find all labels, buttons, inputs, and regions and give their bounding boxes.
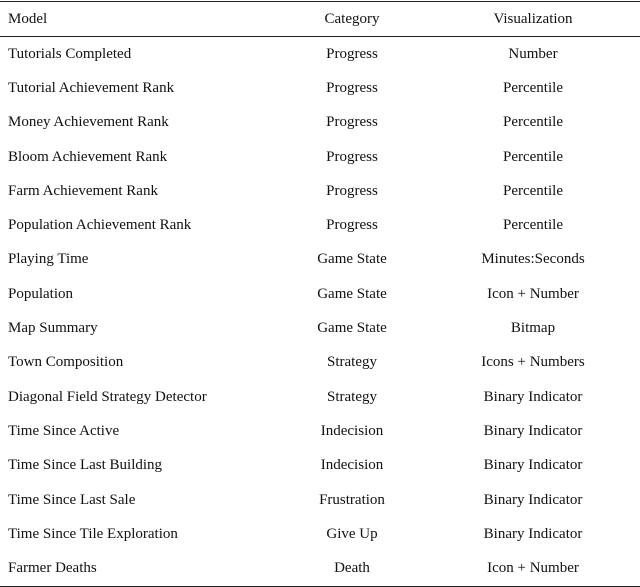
- cell-category: Progress: [326, 148, 378, 165]
- cell-visualization: Percentile: [503, 79, 563, 96]
- cell-model: Time Since Last Sale: [8, 491, 136, 508]
- table-row: [0, 37, 640, 72]
- cell-model: Time Since Tile Exploration: [8, 525, 178, 542]
- cell-category: Frustration: [319, 491, 385, 508]
- cell-visualization: Icons + Numbers: [481, 354, 585, 371]
- cell-visualization: Minutes:Seconds: [481, 251, 585, 268]
- cell-model: Time Since Active: [8, 422, 120, 439]
- cell-category: Indecision: [320, 422, 384, 439]
- cell-model: Diagonal Field Strategy Detector: [8, 388, 207, 405]
- cell-category: Game State: [317, 251, 387, 268]
- table-row: [0, 71, 640, 105]
- cell-category: Game State: [317, 285, 387, 302]
- cell-model: Town Composition: [8, 354, 124, 371]
- cell-visualization: Percentile: [503, 114, 563, 131]
- table-row: [0, 414, 640, 448]
- table-row: [0, 380, 640, 414]
- cell-model: Population: [8, 285, 74, 302]
- cell-visualization: Bitmap: [510, 320, 556, 337]
- cell-model: Map Summary: [8, 320, 98, 337]
- cell-visualization: Binary Indicator: [483, 388, 583, 405]
- cell-visualization: Percentile: [503, 182, 563, 199]
- cell-model: Tutorial Achievement Rank: [8, 79, 175, 96]
- models-table: [0, 1, 640, 587]
- cell-model: Bloom Achievement Rank: [8, 148, 168, 165]
- table-row: [0, 311, 640, 345]
- cell-visualization: Icon + Number: [487, 285, 579, 302]
- cell-category: Progress: [326, 79, 378, 96]
- cell-model: Farm Achievement Rank: [8, 182, 158, 199]
- table-row: [0, 346, 640, 380]
- table-row: [0, 551, 640, 586]
- header-model: Model: [8, 10, 48, 27]
- table-row: [0, 208, 640, 242]
- cell-category: Strategy: [327, 388, 377, 405]
- cell-visualization: Icon + Number: [487, 560, 579, 577]
- table-row: [0, 277, 640, 311]
- cell-visualization: Number: [508, 45, 558, 62]
- cell-visualization: Binary Indicator: [483, 525, 583, 542]
- cell-visualization: Binary Indicator: [483, 457, 583, 474]
- cell-category: Strategy: [327, 354, 377, 371]
- cell-model: Farmer Deaths: [8, 560, 97, 577]
- table-row: [0, 483, 640, 517]
- table-row: [0, 449, 640, 483]
- cell-model: Money Achievement Rank: [8, 114, 169, 131]
- cell-category: Progress: [326, 114, 378, 131]
- table-row: [0, 517, 640, 551]
- table-body: [0, 37, 640, 587]
- cell-category: Progress: [326, 182, 378, 199]
- header-category: Category: [324, 10, 380, 27]
- cell-visualization: Percentile: [503, 217, 563, 234]
- cell-category: Progress: [326, 217, 378, 234]
- cell-model: Population Achievement Rank: [8, 217, 192, 234]
- cell-model: Playing Time: [8, 251, 89, 268]
- table-row: [0, 243, 640, 277]
- table-row: [0, 140, 640, 174]
- header-row: [0, 2, 640, 37]
- cell-category: Game State: [317, 320, 387, 337]
- cell-category: Give Up: [326, 525, 378, 542]
- header-visualization: Visualization: [493, 10, 573, 27]
- table-row: [0, 106, 640, 140]
- cell-category: Progress: [326, 45, 378, 62]
- cell-visualization: Percentile: [503, 148, 563, 165]
- cell-category: Death: [334, 560, 370, 577]
- cell-category: Indecision: [320, 457, 384, 474]
- table-row: [0, 174, 640, 208]
- cell-model: Tutorials Completed: [8, 45, 132, 62]
- cell-visualization: Binary Indicator: [483, 422, 583, 439]
- cell-visualization: Binary Indicator: [483, 491, 583, 508]
- cell-model: Time Since Last Building: [8, 457, 163, 474]
